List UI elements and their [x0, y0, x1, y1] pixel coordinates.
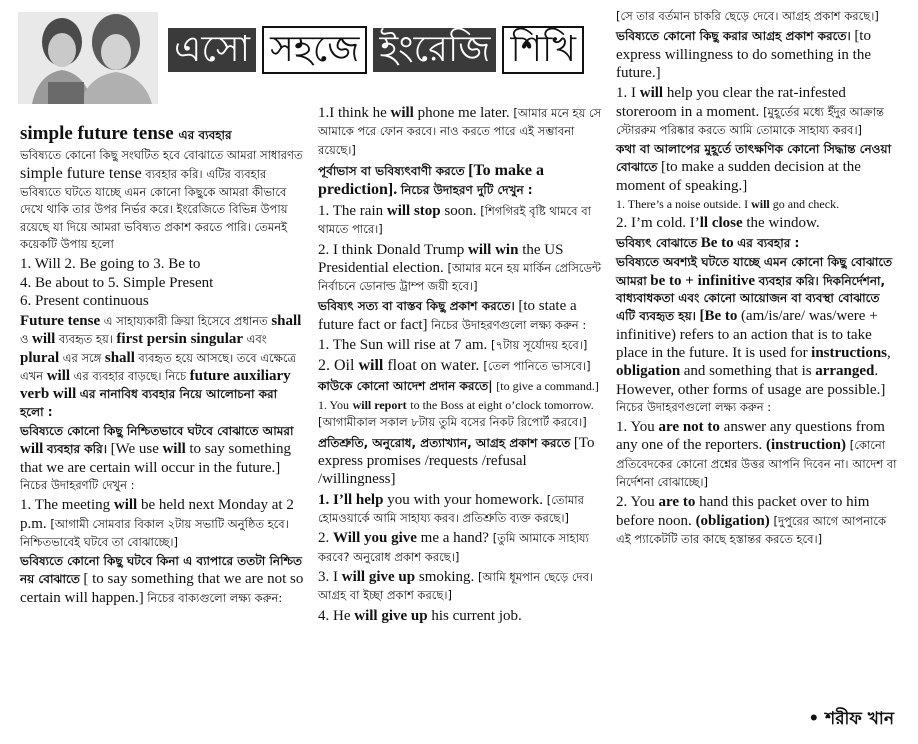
willingness-en: [to express willingness to do something in the future.] — [616, 28, 871, 81]
certain-will-2: will — [162, 441, 186, 458]
rain-bold: will stop — [386, 202, 441, 219]
election-bn: [আমার মনে হয় মার্কিন প্রেসিডেন্ট নির্বাচনে ডোনাল্ড ট্রাম্প জয়ী হবে।] — [318, 260, 601, 294]
be-to-and: and something that is — [683, 363, 812, 380]
rain-text-2: soon. — [444, 202, 477, 219]
be-to-en-1: (am/is/are/ was/were + infinitive) refers to an action that is to take place in the future. It is used for — [616, 308, 878, 361]
reporters-bn: [কোনো প্রতিবেদকের কোনো প্রশ্নের উত্তর আপনি দিবেন না। আদেশ বা নির্দেশনা বোঝাচ্ছে।] — [616, 438, 897, 490]
term-future-tense: Future tense — [20, 313, 101, 330]
rain-bn: [শিগগিরই বৃষ্টি থামবে বা থামতে পারে।] — [318, 203, 591, 237]
noise-text-1: 1. There’s a noise outside. I — [616, 197, 749, 212]
intro-en: simple future tense — [20, 165, 142, 183]
term-shall-2: shall — [104, 349, 135, 366]
example-election — [318, 241, 602, 296]
certain-heading-2: ব্যবহার করি। — [46, 442, 108, 457]
window-text-2: the window. — [746, 214, 820, 231]
storeroom-bn: [মুহূর্তের মধ্যে ইঁদুর আক্রান্ত স্টোররুম পরিষ্কার করতে আমি তোমাকে সাহায্য করব।] — [616, 104, 884, 137]
example-rain — [318, 202, 602, 239]
example-storeroom — [616, 84, 902, 139]
decision-heading — [616, 141, 902, 195]
prediction-bn-2: নিচের উদাহরণ দুটি দেখুন : — [400, 183, 533, 198]
prediction-bn: পূর্বাভাস বা ভবিষ্যৎবাণী করতে — [318, 163, 465, 178]
title-word-4: শিখি — [502, 26, 584, 74]
fact-heading — [318, 297, 602, 334]
command-heading — [318, 378, 602, 395]
example-meeting — [20, 496, 304, 551]
intro-paragraph — [20, 147, 304, 253]
certain-will: will — [20, 441, 44, 458]
uncertain-bn: নিচের বাক্যগুলো লক্ষ্য করুন: — [147, 590, 283, 605]
example-noise — [616, 197, 902, 212]
election-text-1: 2. I think Donald Trump — [318, 241, 465, 258]
heading-en: simple future tense — [20, 123, 174, 144]
help-bn: [তোমার হোমওয়ার্কে আমি সাহায্য করব। প্রতিশ্রুতি ব্যক্ত করছে।] — [318, 492, 584, 526]
be-to-infinitive: be to + infinitive — [650, 272, 756, 289]
decision-bn: কথা বা আলাপের মুহূর্তে তাৎক্ষণিক কোনো সিদ্ধান্ত নেওয়া বোঝাতে — [616, 142, 892, 175]
heading-bn: এর ব্যবহার — [178, 128, 232, 142]
report-text-1: 1. You — [318, 398, 350, 413]
meeting-will: will — [113, 497, 138, 514]
aux-text-1: এ সাহায্যকারী ক্রিয়া হিসেবে প্রধানত — [103, 314, 268, 329]
packet-tag: (obligation) — [695, 512, 770, 529]
sun-bn: [৭টায় সূর্যোদয় হবে।] — [491, 338, 588, 353]
example-smoking — [318, 568, 602, 605]
certain-bn: নিচের উদাহরণটি দেখুন : — [20, 477, 135, 492]
title-word-2: সহজে — [262, 26, 367, 74]
ways-line-2: 4. Be about to 5. Simple Present — [20, 274, 214, 291]
headline — [168, 26, 584, 74]
job-bold: will give up — [354, 607, 428, 624]
storeroom-text-1: 1. I — [616, 85, 636, 102]
hand-bn: [তুমি আমাকে সাহায্য করবে? অনুরোধ প্রকাশ করছে।] — [318, 531, 589, 564]
promise-heading — [318, 434, 602, 489]
fact-bn: ভবিষ্যৎ সত্য বা বাস্তব কিছু প্রকাশ করতে। — [318, 299, 515, 314]
prediction-en: [To make a prediction]. — [318, 161, 544, 199]
hand-num: 2. — [318, 530, 330, 547]
election-bold: will win — [468, 241, 519, 258]
uncertain-en: [ to say something that we are not so certain will happen.] — [20, 571, 304, 606]
storeroom-text-2: help you clear the rat-infested storeroom in a moment. — [616, 85, 846, 120]
section-heading — [20, 122, 304, 145]
meeting-text-2: be held next Monday at 2 p.m. — [20, 497, 294, 532]
promise-en: [To express promises /requests /refusal /willingness] — [318, 434, 595, 488]
aux-text-4: এবং — [246, 332, 267, 347]
be-to-en-bold: [Be to — [699, 308, 738, 325]
aux-text-8: এর নানাবিধ ব্যবহার নিয়ে আলোচনা করা হলো : — [20, 387, 278, 419]
rain-text-1: 1. The rain — [318, 202, 384, 219]
term-will: will — [32, 331, 56, 348]
be-to-en: Be to — [700, 235, 734, 251]
term-instructions: instructions — [811, 344, 887, 361]
intro-bn-1: ভবিষ্যতে কোনো কিছু সংঘটিত হবে বোঝাতে আমরা সাধারণত — [20, 148, 303, 163]
smoking-bold: will give up — [341, 568, 416, 585]
fact-en: [to state a future fact or fact] — [318, 298, 577, 333]
job-text-1: 4. He — [318, 607, 351, 624]
help-text: you with your homework. — [387, 491, 544, 508]
example-hand — [318, 529, 602, 566]
term-arranged: arranged — [815, 363, 875, 380]
example-sun — [318, 336, 602, 354]
uncertain-section — [20, 553, 304, 607]
meeting-bn: [আগামী সোমবার বিকাল ২টায় সভাটি অনুষ্ঠিত হবে। নিশ্চিতভাবেই ঘটবে তা বোঝাচ্ছে।] — [20, 516, 289, 549]
phone-bn: [আমার মনে হয় সে আমাকে পরে ফোন করবে। নাও করতে পারে এই সম্ভাবনা রয়েছে।] — [318, 106, 602, 157]
phone-text-1: 1.I think he — [318, 105, 387, 121]
term-first-person: first persin singular — [116, 331, 244, 348]
report-bold: will report — [352, 398, 407, 413]
intro-bn-2: ব্যবহার করি। এটির ব্যবহার ভবিষ্যতে ঘটতে যাচ্ছে এমন কোনো কিছুকে আমরা কীভাবে দেখে থাকি তার উপর নির্ভর করে। ইংরেজিতে বিভিন্ন উপায় রয়েছে যা দিয়ে আমরা ভবিষ্যত প্রকাশ করতে পারি। তেমনই কয়েকটি উপায় হলো — [20, 167, 288, 251]
ways-list — [20, 255, 304, 310]
aux-text-5: এর সঙ্গে — [62, 350, 102, 365]
column-1 — [20, 122, 304, 609]
hand-bold: Will you give — [333, 530, 417, 547]
be-to-bn: ভবিষ্যৎ বোঝাতে — [616, 236, 698, 250]
packet-bn: [দুপুরের আগে আপনাকে এই প্যাকেটটি তার কাছে হস্তান্তর করতে হবে।] — [616, 513, 887, 546]
term-future-aux: future auxiliary verb will — [20, 368, 291, 403]
certain-en-2: to say something that we are certain will occur in the future.] — [20, 441, 292, 476]
two-women-photo-icon — [18, 12, 158, 104]
noise-will: will — [751, 197, 770, 212]
example-packet — [616, 493, 902, 548]
decision-en: [to make a sudden decision at the moment of speaking.] — [616, 159, 861, 194]
ways-line-3: 6. Present continuous — [20, 292, 149, 309]
reporters-text-2: answer any questions from any one of the reporters. — [616, 419, 885, 454]
willingness-heading — [616, 27, 902, 82]
title-word-3: ইংরেজি — [373, 28, 496, 72]
job-translation — [616, 8, 902, 25]
command-en: [to give a command.] — [496, 378, 599, 393]
prediction-heading — [318, 161, 602, 200]
packet-bold: are to — [658, 494, 696, 511]
be-to-bn-2: এর ব্যবহার : — [737, 236, 800, 250]
smoking-text-2: smoking. — [418, 568, 475, 585]
election-text-2: the US Presidential election. — [318, 241, 564, 276]
column-2 — [318, 104, 602, 627]
example-phone — [318, 104, 602, 159]
packet-text-2: hand this packet over to him before noon. — [616, 494, 870, 529]
certain-en-1: [We use — [110, 441, 159, 458]
term-obligation: obligation — [616, 363, 681, 380]
aux-text-2: ও — [20, 332, 29, 347]
window-text-1: 2. I’m cold. I’ — [616, 214, 700, 231]
packet-text-1: 2. You — [616, 494, 655, 511]
storeroom-will: will — [639, 85, 664, 102]
oil-bn: [তেল পানিতে ভাসবে।] — [483, 359, 591, 374]
job-bn: [সে তার বর্তমান চাকরি ছেড়ে দেবে। আগ্রহ প্রকাশ করছে।] — [616, 9, 879, 23]
fact-bn-2: নিচের উদাহরণগুলো লক্ষ্য করুন : — [431, 317, 587, 332]
uncertain-heading: ভবিষ্যতে কোনো কিছু ঘটবে কিনা এ ব্যাপারে ততটা নিশ্চিত নয় বোঝাতে — [20, 554, 303, 587]
photo-illustration — [18, 12, 158, 104]
be-to-bn-3: নিচের উদাহরণগুলো লক্ষ্য করুন : — [616, 399, 772, 414]
phone-text-2: phone me later. — [417, 105, 510, 121]
certain-section — [20, 423, 304, 494]
author-byline: • শরীফ খান — [808, 709, 894, 729]
oil-will: will — [358, 357, 384, 375]
be-to-en-2: . However, other forms of usage are possible.] — [616, 363, 886, 398]
phone-will: will — [390, 105, 414, 121]
report-text-2: to the Boss at eight o’clock tomorrow. — [410, 398, 594, 413]
reporters-text-1: 1. You — [616, 419, 655, 436]
reporters-tag: (instruction) — [765, 437, 846, 454]
column-3 — [616, 8, 902, 550]
noise-text-2: go and check. — [772, 197, 840, 212]
oil-text-2: float on water. — [387, 357, 480, 375]
window-bold: ll close — [699, 214, 743, 231]
smoking-text-1: 3. I — [318, 568, 338, 585]
example-oil — [318, 356, 602, 376]
be-to-comma: , — [887, 344, 891, 361]
report-bn: [আগামীকাল সকাল ৮টায় তুমি বসের নিকট রিপোর্ট করবে।] — [318, 415, 587, 430]
example-help — [318, 491, 602, 528]
aux-text-7: এর ব্যবহার বাড়ছে। নিচে — [73, 369, 187, 384]
oil-text-1: 2. Oil — [318, 357, 355, 375]
example-job — [318, 607, 602, 625]
job-text-2: his current job. — [431, 607, 522, 624]
command-bn: কাউকে কোনো আদেশ প্রদান করতে| — [318, 378, 493, 393]
sun-text: 1. The Sun will rise at 7 am. — [318, 337, 488, 354]
be-to-heading — [616, 234, 902, 252]
smoking-bn: [আমি ধূমপান ছেড়ে দেব। আগ্রহ বা ইচ্ছা প্রকাশ করছে।] — [318, 569, 594, 603]
be-to-text-1: ভবিষ্যতে অবশ্যই ঘটতে যাচ্ছে এমন কোনো কিছু বোঝাতে আমরা — [616, 255, 893, 288]
example-reporters — [616, 418, 902, 491]
certain-heading-1: ভবিষ্যতে কোনো কিছু নিশ্চিতভাবে ঘটবে বোঝাতে আমরা — [20, 424, 294, 439]
term-shall: shall — [271, 313, 302, 330]
aux-text-6: ব্যবহৃত হয়ে আসছে। তবে এক্ষেত্রে এখন — [20, 350, 296, 384]
willingness-bn: ভবিষ্যতে কোনো কিছু করার আগ্রহ প্রকাশ করতে। — [616, 29, 851, 44]
example-report — [318, 397, 602, 432]
auxiliary-paragraph — [20, 312, 304, 421]
be-to-paragraph — [616, 254, 902, 416]
be-to-text-2: ব্যবহার করি। দিকনির্দেশনা, বাধ্যবাধকতা এবং কোনো আয়োজন বা ব্যবস্থা বোঝাতে এটি ব্যবহৃত হয়। — [616, 273, 886, 324]
example-window — [616, 214, 902, 232]
aux-text-3: ব্যবহৃত হয়। — [58, 332, 113, 347]
term-will-2: will — [46, 368, 71, 385]
term-plural: plural — [20, 349, 60, 366]
help-bold: 1. I’ll help — [318, 491, 384, 508]
reporters-bold: are not to — [658, 419, 720, 436]
promise-bn: প্রতিশ্রুতি, অনুরোধ, প্রত্যাখ্যান, আগ্রহ প্রকাশ করতে — [318, 435, 571, 450]
hand-text: me a hand? — [420, 530, 489, 547]
meeting-text-1: 1. The meeting — [20, 497, 111, 514]
ways-line-1: 1. Will 2. Be going to 3. Be to — [20, 256, 201, 273]
title-word-1: এসো — [168, 28, 256, 72]
